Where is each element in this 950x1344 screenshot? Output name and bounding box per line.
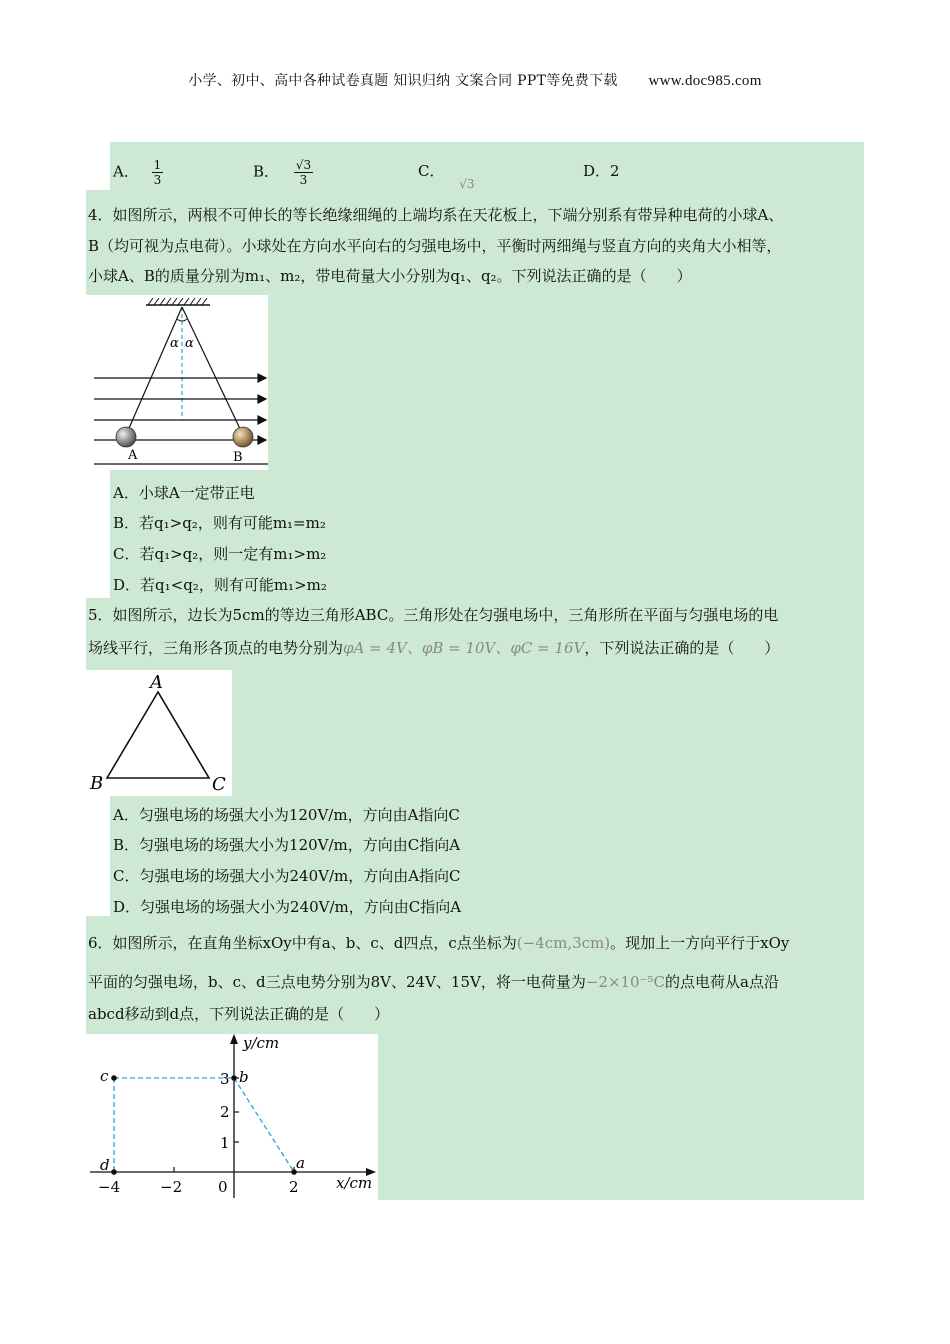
q6-line1 [88,933,789,953]
q4-ball-a [116,427,136,447]
q6-charge: −2×10⁻⁵C [585,973,666,991]
q3-b-num: √3 [295,158,312,172]
q6-line3: abcd移动到d点，下列说法正确的是（ ） [88,1005,390,1023]
q4-label-a: A [128,448,138,463]
q6-y-tick-2: 2 [220,1103,230,1121]
q4-alpha-left: α [170,336,179,351]
q3-d-val: 2 [610,162,620,180]
q5-option-d[interactable]: D．匀强电场的场强大小为240V/m，方向由C指向A [113,898,462,916]
page-header [0,70,950,90]
q5-label-c: C [212,774,226,795]
q6-c-coord: (−4cm,3cm) [516,934,611,952]
q6-x-label: x/cm [336,1174,373,1192]
q3-option-a-label: A． [113,162,139,181]
q6-label-a: a [296,1154,305,1172]
q5-option-a[interactable]: A．匀强电场的场强大小为120V/m，方向由A指向C [113,806,460,824]
q4-line3: 小球A、B的质量分别为m₁、m₂，带电荷量大小分别为q₁、q₂。下列说法正确的是（ ） [88,267,692,285]
q3-option-c-label: C． [418,162,445,180]
q4-line1: 4．如图所示，两根不可伸长的等长绝缘细绳的上端均系在天花板上，下端分别系有带异种电荷的小球A、 [88,206,784,224]
q6-line1-post: 。现加上一方向平行于xOy [610,934,790,952]
q5-line2 [88,638,779,658]
q5-label-a: A [150,672,163,693]
q6-x-tick-m2: −2 [160,1178,183,1196]
q4-ball-b [233,427,253,447]
q3-a-den: 3 [153,173,162,187]
q6-line2-pre: 平面的匀强电场，b、c、d三点电势分别为8V、24V、15V，将一电荷量为 [88,973,586,991]
header-text: 小学、初中、高中各种试卷真题 知识归纳 文案合同 PPT等免费下载 [188,73,618,89]
q3-c-den: √3 [459,177,475,191]
q3-option-a-frac [152,158,164,187]
q6-label-d: d [100,1156,110,1174]
q5-triangle [107,692,209,778]
q4-figure [86,295,268,470]
q5-line2-post: ，下列说法正确的是（ ） [584,639,780,657]
q6-y-tick-3: 3 [220,1070,230,1088]
q5-option-b[interactable]: B．匀强电场的场强大小为120V/m，方向由C指向A [113,836,461,854]
q4-alpha-right: α [185,336,194,351]
q6-y-label: y/cm [243,1034,280,1052]
q6-label-c: c [100,1067,109,1085]
q6-point-d [111,1169,117,1175]
q4-option-a[interactable]: A．小球A一定带正电 [113,484,255,502]
q3-option-b-label: B． [253,162,280,181]
header-url[interactable]: www.doc985.com [648,73,762,89]
q6-x-tick-0: 0 [218,1178,228,1196]
q6-coordinate-svg [86,1034,378,1200]
q4-line2: B（均可视为点电荷）。小球处在方向水平向右的匀强电场中，平衡时两细绳与竖直方向的夹角大小相等， [88,237,782,255]
highlight-q5-fig-side [232,670,864,796]
q5-option-c[interactable]: C．匀强电场的场强大小为240V/m，方向由A指向C [113,867,461,885]
q6-label-b: b [239,1068,249,1086]
q6-figure [86,1034,378,1200]
highlight-q6-fig-side [378,1034,864,1200]
q5-figure [86,670,232,796]
q3-option-c[interactable] [418,160,475,191]
q6-point-b [231,1075,237,1081]
q6-y-tick-1: 1 [220,1134,230,1152]
q6-point-c [111,1075,117,1081]
q4-option-d[interactable]: D．若q₁<q₂，则有可能m₁>m₂ [113,576,327,594]
q3-option-b-frac [294,158,313,187]
highlight-q3-options [110,142,864,190]
q5-line1: 5．如图所示，边长为5cm的等边三角形ABC。三角形处在匀强电场中，三角形所在平面与匀强电场的电 [88,606,779,624]
q3-option-a[interactable] [113,158,163,187]
q4-option-c[interactable]: C．若q₁>q₂，则一定有m₁>m₂ [113,545,327,563]
q3-option-d-label: D． [583,162,611,180]
q6-x-tick-m4: −4 [98,1178,121,1196]
q3-option-d[interactable] [583,160,620,181]
q4-label-b: B [233,450,243,465]
q5-line2-pre: 场线平行，三角形各顶点的电势分别为 [88,639,344,657]
q3-option-b[interactable] [253,158,313,187]
q4-option-b[interactable]: B．若q₁>q₂，则有可能m₁=m₂ [113,514,326,532]
q5-triangle-svg [86,670,232,796]
q6-x-tick-2: 2 [289,1178,299,1196]
q5-label-b: B [90,773,104,794]
highlight-q4-fig-side [268,295,864,470]
q5-potentials: φA = 4V、φB = 10V、φC = 16V [343,639,585,657]
q6-line2-post: 的点电荷从a点沿 [665,973,779,991]
q6-line2 [88,972,779,992]
q4-diagram-svg [86,295,268,470]
q3-a-num: 1 [153,158,162,172]
q6-line1-pre: 6．如图所示，在直角坐标xOy中有a、b、c、d四点，c点坐标为 [88,934,517,952]
q3-b-den: 3 [299,173,308,187]
